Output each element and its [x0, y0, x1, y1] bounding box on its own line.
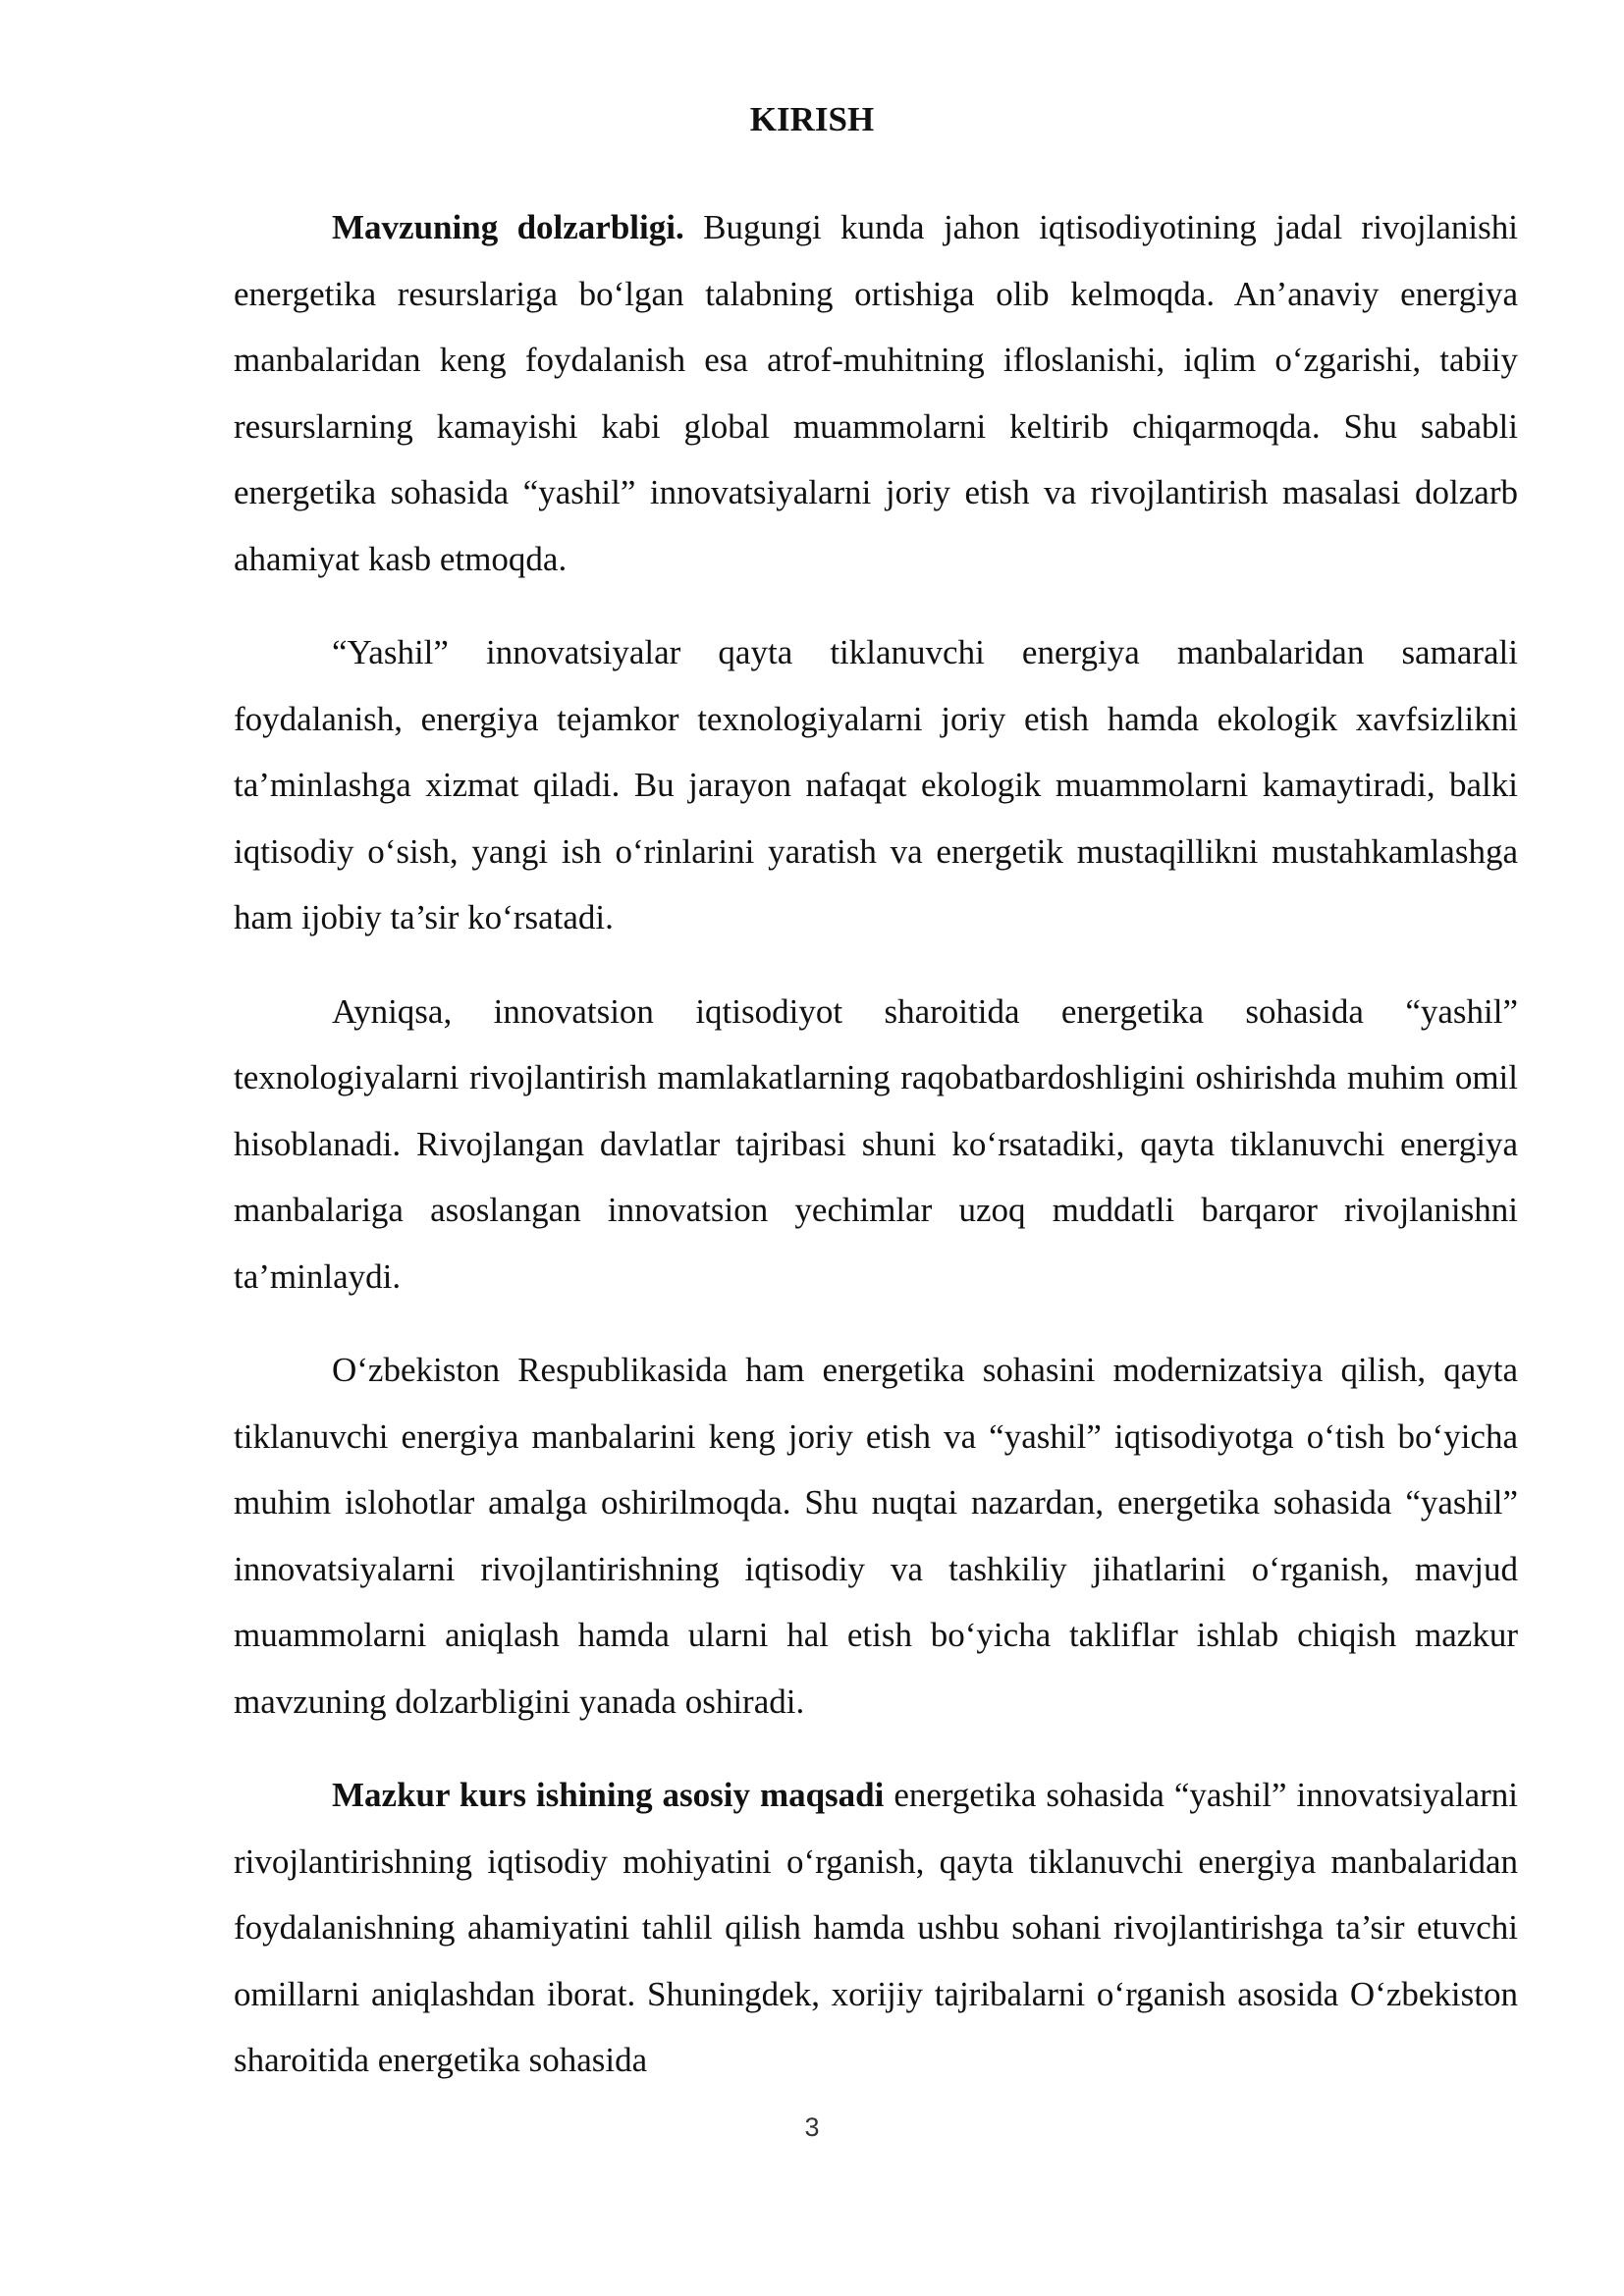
- paragraph-green-innovations: [234, 619, 1518, 951]
- paragraph-text: energetika sohasida “yashil” innovatsiyalarni rivojlantirishning iqtisodiy mohiyatini oʻrganish, qayta tiklanuvchi energiya manbalaridan foydalanishning ahamiyatini tahlil qilish hamda ushbu sohani rivojlantirishga ta’sir etuvchi omillarni aniqlashdan iborat. Shuningdek, xorijiy tajribalarni oʻrganish asosida Oʻzbekiston sharoitida energetika sohasida: [234, 1776, 1518, 2079]
- page-number: 3: [804, 2112, 820, 2142]
- paragraph-text: “Yashil” innovatsiyalar qayta tiklanuvchi energiya manbalaridan samarali foydalanish, energiya tejamkor texnologiyalarni joriy etish hamda ekologik xavfsizlikni ta’minlashga xizmat qiladi. Bu jarayon nafaqat ekologik muammolarni kamaytiradi, balki iqtisodiy oʻsish, yangi ish oʻrinlarini yaratish va energetik mustaqillikni mustahkamlashga ham ijobiy ta’sir koʻrsatadi.: [234, 633, 1518, 936]
- paragraph-text: Ayniqsa, innovatsion iqtisodiyot sharoitida energetika sohasida “yashil” texnologiyalarni rivojlantirish mamlakatlarning raqobatbardoshligini oshirishda muhim omil hisoblanadi. Rivojlangan davlatlar tajribasi shuni koʻrsatadiki, qayta tiklanuvchi energiya manbalariga asoslangan innovatsion yechimlar uzoq muddatli barqaror rivojlanishni ta’minlaydi.: [234, 991, 1518, 1296]
- paragraph-text: Oʻzbekiston Respublikasida ham energetika sohasini modernizatsiya qilish, qayta tiklanuvchi energiya manbalarini keng joriy etish va “yashil” iqtisodiyotga oʻtish boʻyicha muhim islohotlar amalga oshirilmoqda. Shu nuqtai nazardan, energetika sohasida “yashil” innovatsiyalarni rivojlantirishning iqtisodiy va tashkiliy jihatlarini oʻrganish, mavjud muammolarni aniqlash hamda ularni hal etish boʻyicha takliflar ishlab chiqish mazkur mavzuning dolzarbligini yanada oshiradi.: [234, 1351, 1518, 1721]
- body-text: [234, 194, 1518, 2121]
- page-title: KIRISH: [749, 100, 875, 138]
- paragraph-text: Bugungi kunda jahon iqtisodiyotining jadal rivojlanishi energetika resurslariga boʻlgan talabning ortishiga olib kelmoqda. An’anaviy energiya manbalaridan keng foydalanish esa atrof-muhitning ifloslanishi, iqlim oʻzgarishi, tabiiy resurslarning kamayishi kabi global muammolarni keltirib chiqarmoqda. Shu sababli energetika sohasida “yashil” innovatsiyalarni joriy etish va rivojlantirish masalasi dolzarb ahamiyat kasb etmoqda.: [234, 208, 1518, 578]
- paragraph-lead: Mavzuning dolzarbligi.: [332, 208, 684, 246]
- paragraph-main-goal: [234, 1762, 1518, 2094]
- paragraph-innovative-economy: [234, 979, 1518, 1310]
- paragraph-uzbekistan-reforms: [234, 1337, 1518, 1735]
- paragraph-lead: Mazkur kurs ishining asosiy maqsadi: [332, 1776, 885, 1814]
- paragraph-relevance: [234, 194, 1518, 592]
